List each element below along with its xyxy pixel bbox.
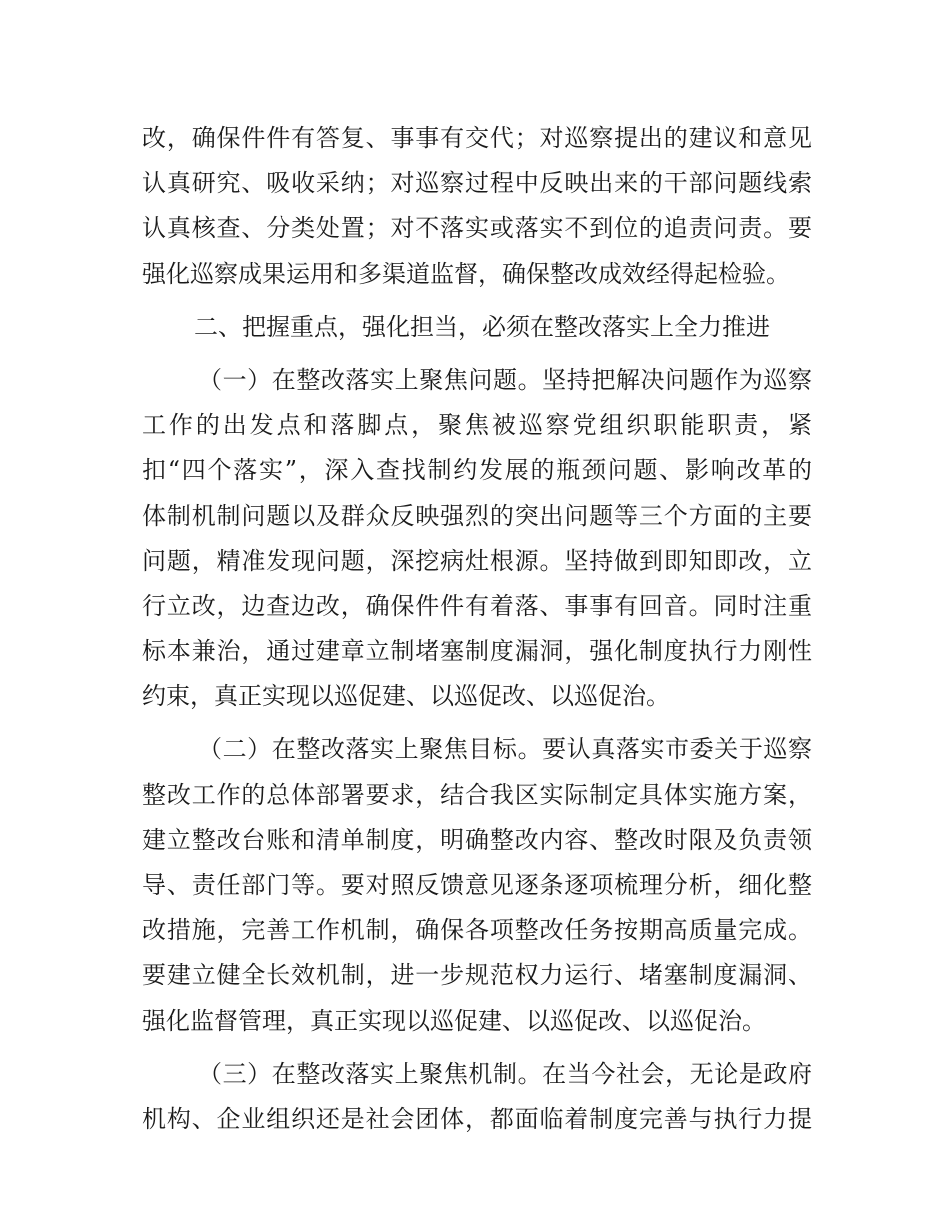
document-body <box>142 116 812 1142</box>
paragraph-continuation <box>142 116 812 297</box>
heading-text: 二、把握重点，强化担当，必须在整改落实上全力推进 <box>194 312 770 341</box>
text-line: 认真核查、分类处置；对不落实或落实不到位的追责问责。要 <box>142 214 812 243</box>
text-line: 工作的出发点和落脚点，聚焦被巡察党组织职能职责，紧 <box>142 411 812 440</box>
text-line: 标本兼治，通过建章立制堵塞制度漏洞，强化制度执行力刚性 <box>142 637 812 666</box>
text-line: 改，确保件件有答复、事事有交代；对巡察提出的建议和意见 <box>142 124 812 152</box>
text-line: 认真研究、吸收采纳；对巡察过程中反映出来的干部问题线索 <box>142 169 812 198</box>
text-line: 约束，真正实现以巡促建、以巡促改、以巡促治。 <box>142 682 670 711</box>
text-line: 整改工作的总体部署要求，结合我区实际制定具体实施方案， <box>142 780 812 809</box>
text-line: 改措施，完善工作机制，确保各项整改任务按期高质量完成。 <box>142 916 812 945</box>
text-line: 体制机制问题以及群众反映强烈的突出问题等三个方面的主要 <box>142 501 812 530</box>
text-line: 行立改，边查边改，确保件件有着落、事事有回音。同时注重 <box>142 591 812 620</box>
text-line: 扣“四个落实”，深入查找制约发展的瓶颈问题、影响改革的 <box>142 456 812 485</box>
text-line: （三）在整改落实上聚焦机制。在当今社会，无论是政府 <box>198 1059 812 1088</box>
text-line: （一）在整改落实上聚焦问题。坚持把解决问题作为巡察 <box>198 365 812 394</box>
section-heading <box>142 305 812 350</box>
paragraph-subsection-1 <box>142 358 812 720</box>
text-line: 强化监督管理，真正实现以巡促建、以巡促改、以巡促治。 <box>142 1006 766 1035</box>
text-line: 问题，精准发现问题，深挖病灶根源。坚持做到即知即改，立 <box>142 546 812 575</box>
text-line: 强化巡察成果运用和多渠道监督，确保整改成效经得起检验。 <box>142 259 790 288</box>
paragraph-subsection-3 <box>142 1052 812 1142</box>
text-line: 要建立健全长效机制，进一步规范权力运行、堵塞制度漏洞、 <box>142 961 812 990</box>
text-line: 导、责任部门等。要对照反馈意见逐条逐项梳理分析，细化整 <box>142 871 812 899</box>
text-line: （二）在整改落实上聚焦目标。要认真落实市委关于巡察 <box>198 735 812 764</box>
text-line: 机构、企业组织还是社会团体，都面临着制度完善与执行力提 <box>142 1104 812 1133</box>
text-line: 建立整改台账和清单制度，明确整改内容、整改时限及负责领 <box>142 825 812 854</box>
paragraph-subsection-2 <box>142 727 812 1043</box>
